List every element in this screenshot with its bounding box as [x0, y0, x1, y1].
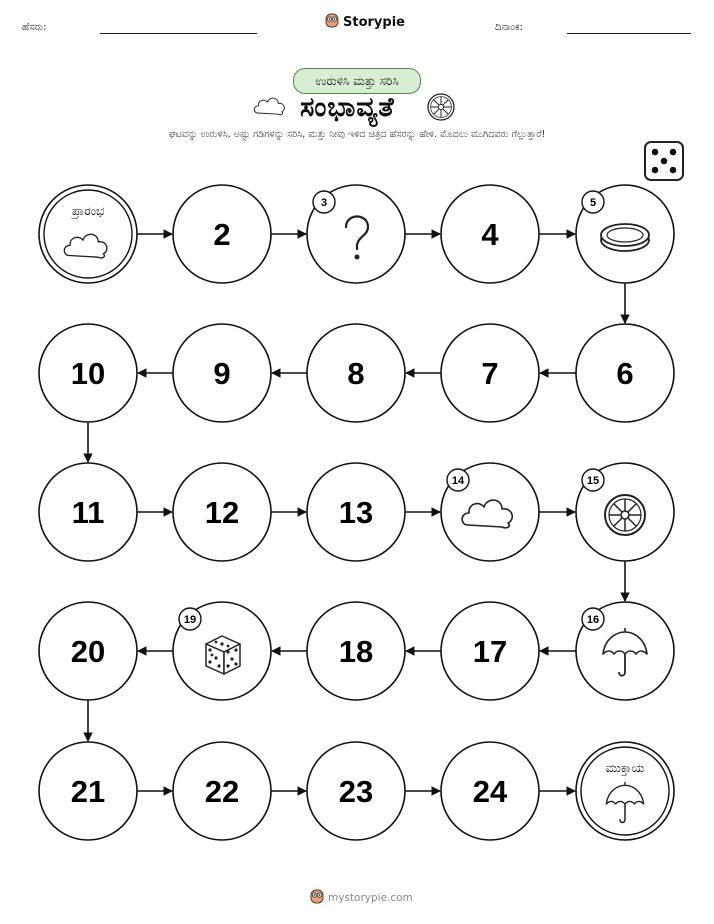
- board-space-2: [173, 185, 271, 283]
- board-space-16: [576, 602, 674, 700]
- board-space-19: [173, 602, 271, 700]
- wheel-icon: [428, 94, 454, 120]
- wheel-icon: [605, 495, 645, 535]
- coin-icon: [601, 224, 649, 251]
- board-space-18: [307, 602, 405, 700]
- owl-logo-icon: [310, 888, 324, 907]
- space-badge-number: 16: [586, 614, 600, 626]
- board-space-9: [173, 324, 271, 422]
- board-space-21: [39, 742, 137, 840]
- board-space-7: [441, 324, 539, 422]
- space-badge-number: 15: [586, 475, 600, 487]
- space-badge-number: 5: [589, 197, 597, 209]
- space-number: 2: [213, 217, 231, 252]
- space-number: 22: [204, 774, 240, 809]
- space-number: 4: [481, 217, 499, 252]
- board-space-15: [576, 463, 674, 561]
- footer-site: mystorypie.com: [328, 891, 413, 904]
- space-number: 9: [213, 356, 231, 391]
- board-space-23: [307, 742, 405, 840]
- space-number: 23: [338, 774, 374, 809]
- space-number: 10: [70, 356, 106, 391]
- die-five-icon: [645, 142, 683, 180]
- name-label: ಹೆಸರು:: [22, 22, 47, 33]
- space-number: 6: [616, 356, 634, 391]
- board-space-25: [576, 742, 674, 840]
- board-space-4: [441, 185, 539, 283]
- space-number: 18: [338, 634, 374, 669]
- board-space-10: [39, 324, 137, 422]
- start-label: ಪ್ರಾರಂಭ: [71, 204, 105, 218]
- space-number: 13: [338, 495, 374, 530]
- cloud-icon: [254, 98, 284, 115]
- space-circle: [39, 185, 137, 283]
- space-number: 21: [70, 774, 106, 809]
- dice-icon: [206, 636, 240, 674]
- board-space-6: [576, 324, 674, 422]
- board-space-12: [173, 463, 271, 561]
- board-space-8: [307, 324, 405, 422]
- board-space-20: [39, 602, 137, 700]
- date-label: ದಿನಾಂಕ:: [495, 22, 523, 33]
- space-number: 12: [204, 495, 240, 530]
- space-number: 7: [481, 356, 499, 391]
- space-number: 20: [70, 634, 106, 669]
- space-badge-number: 3: [320, 197, 328, 209]
- space-number: 24: [472, 774, 508, 809]
- board-space-3: [307, 185, 405, 283]
- subtitle-pill: ಉರುಳಿಸಿ ಮತ್ತು ಸರಿಸಿ: [293, 68, 421, 94]
- space-number: 17: [472, 634, 508, 669]
- board-space-5: [576, 185, 674, 283]
- space-badge-number: 14: [451, 475, 465, 487]
- instructions: ಘಟವನ್ನು ಉರುಳಿಸಿ, ಅಷ್ಟು ಗಡಿಗಳನ್ನು ಸರಿಸಿ, ಮತ್ತು ನೀವು ಇಳಿದ ಚಿತ್ರದ ಹೆಸರನ್ನು ಹೇಳಿ. ಮೊದಲು ಮುಗಿದವರು ಗೆಲ್ಲುತ್ತಾರೆ!: [168, 129, 546, 140]
- board-space-22: [173, 742, 271, 840]
- space-number: 8: [347, 356, 365, 391]
- brand-name: Storypie: [343, 14, 405, 30]
- finish-label: ಮುಕ್ತಾಯ: [605, 761, 645, 775]
- board-space-13: [307, 463, 405, 561]
- footer: [310, 888, 413, 907]
- board-space-14: [441, 463, 539, 561]
- board-space-17: [441, 602, 539, 700]
- space-number: 11: [71, 495, 105, 530]
- board-space-11: [39, 463, 137, 561]
- space-badge-number: 19: [183, 614, 197, 626]
- page-title: ಸಂಭಾವ್ಯತೆ: [300, 92, 395, 123]
- board-space-24: [441, 742, 539, 840]
- board-space-1: [39, 185, 137, 283]
